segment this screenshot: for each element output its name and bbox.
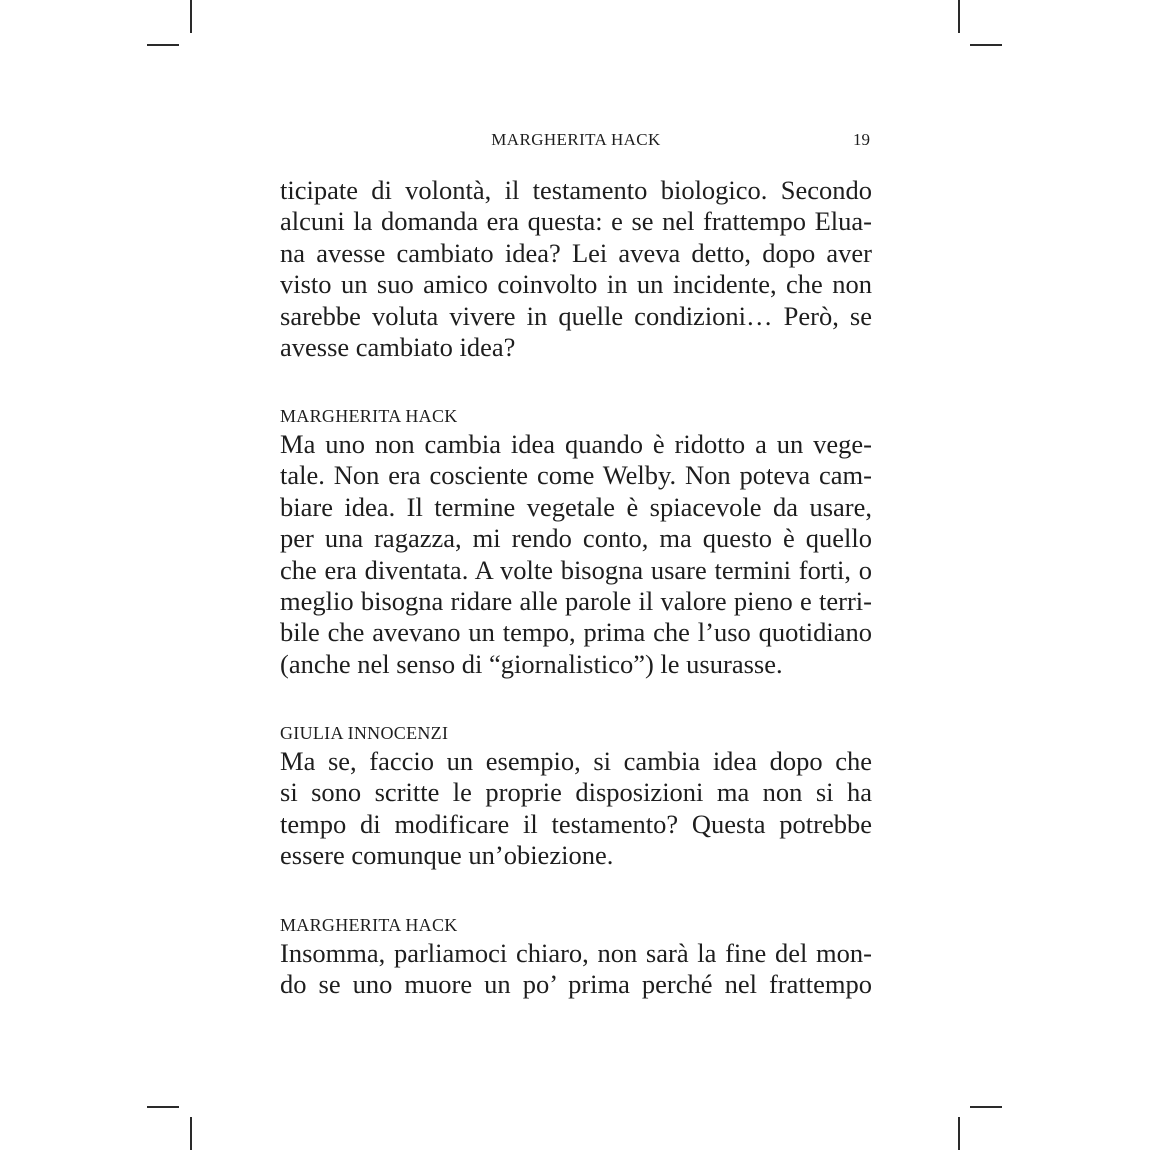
text-line: Ma uno non cambia idea quando è ridotto a un vege- [280, 429, 872, 459]
speaker-name: MARGHERITA HACK [280, 406, 458, 426]
text-line: ticipate di volontà, il testamento biologico. Secondo [280, 175, 872, 205]
text-line: si sono scritte le proprie disposizioni ma non si ha [280, 777, 872, 808]
text-line: meglio bisogna ridare alle parole il valore pieno e terri- [280, 585, 872, 616]
text-line: (anche nel senso di “giornalistico”) le usurasse. [280, 648, 783, 679]
text-line: tempo di modificare il testamento? Questa potrebbe [280, 808, 872, 839]
speaker-paragraph [280, 429, 872, 680]
paragraph-continued [280, 175, 872, 363]
speaker-name: GIULIA INNOCENZI [280, 723, 449, 743]
text-line: sarebbe voluta vivere in quelle condizioni… Però, se [280, 300, 872, 331]
speaker-name: MARGHERITA HACK [280, 915, 458, 935]
speaker-paragraph [280, 938, 872, 1001]
crop-mark-top-left-horizontal [147, 44, 179, 46]
crop-mark-top-left-vertical [190, 0, 192, 33]
text-line: avesse cambiato idea? [280, 331, 516, 362]
text-line: biare idea. Il termine vegetale è spiacevole da usare, [280, 491, 872, 522]
text-line: visto un suo amico coinvolto in un incidente, che non [280, 269, 872, 300]
text-line: che era diventata. A volte bisogna usare termini forti, o [280, 554, 872, 585]
text-line: Insomma, parliamoci chiaro, non sarà la fine del mon- [280, 938, 872, 968]
crop-mark-top-right-vertical [958, 0, 960, 33]
text-line: Ma se, faccio un esempio, si cambia idea dopo che [280, 746, 872, 776]
running-head [280, 128, 872, 152]
text-line: do se uno muore un po’ prima perché nel frattempo [280, 969, 872, 1000]
text-line: per una ragazza, mi rendo conto, ma questo è quello [280, 523, 872, 554]
crop-mark-bottom-left-horizontal [147, 1106, 179, 1108]
text-line: alcuni la domanda era questa: e se nel frattempo Elua- [280, 206, 872, 237]
crop-mark-bottom-left-vertical [190, 1117, 192, 1150]
running-head-title: MARGHERITA HACK [491, 130, 661, 149]
crop-mark-bottom-right-horizontal [970, 1106, 1002, 1108]
text-line: essere comunque un’obiezione. [280, 840, 614, 871]
crop-mark-bottom-right-vertical [958, 1117, 960, 1150]
page-number: 19 [853, 130, 870, 149]
crop-mark-top-right-horizontal [970, 44, 1002, 46]
text-line: bile che avevano un tempo, prima che l’uso quotidiano [280, 617, 872, 648]
text-line: na avesse cambiato idea? Lei aveva detto, dopo aver [280, 237, 872, 268]
text-line: tale. Non era cosciente come Welby. Non poteva cam- [280, 460, 872, 491]
speaker-paragraph [280, 746, 872, 872]
